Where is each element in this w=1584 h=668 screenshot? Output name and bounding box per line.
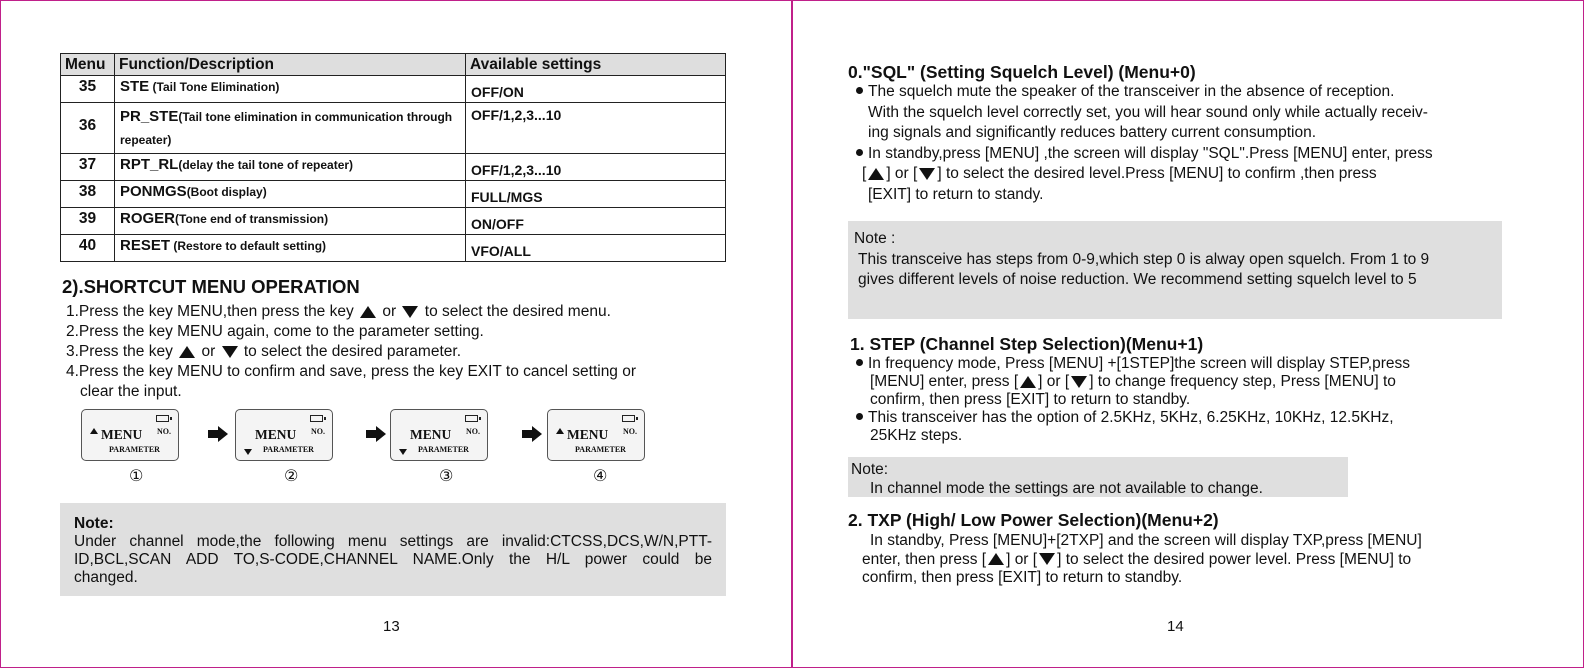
bullet-icon [856,87,863,94]
sql-text: ] or [ [886,165,918,182]
function-name: STE [120,78,150,95]
sql-note-title: Note : [854,230,896,247]
step-bullet-2 [856,409,1506,427]
txp-text: enter, then press [ [862,550,987,568]
sql-title: 0."SQL" (Setting Squelch Level) (Menu+0) [848,62,1196,82]
step-bullet-1 [856,355,1506,373]
battery-icon [465,415,478,422]
bullet-icon [856,413,863,420]
sql-text: [ [862,165,867,182]
step-2: 2.Press the key MENU again, come to the parameter setting. [66,323,484,340]
lcd-no-text: NO. [466,427,480,436]
txp-body [862,532,1502,588]
sql-note-line-2: gives different levels of noise reduction. We recommend setting squelch level to 5 [858,271,1417,288]
step-1 [66,302,726,322]
row-menu-number: 39 [61,208,115,235]
note-title: Note: [74,515,114,532]
page-divider [791,0,793,668]
diagram-label-4: ④ [593,466,608,485]
header-menu: Menu [61,54,115,76]
step-4-continued: clear the input. [80,383,182,400]
step-text: In frequency mode, Press [MENU] +[1STEP]the screen will display STEP,press [868,355,1411,372]
step-3 [66,342,726,362]
table-row [61,208,726,235]
left-page [0,0,791,668]
menu-table [60,53,726,262]
row-function [115,208,466,235]
down-arrow-icon [402,306,418,318]
battery-icon [622,415,635,422]
up-marker-icon [556,428,564,434]
function-desc: (Tail tone elimination in communication through repeater) [120,110,453,147]
table-row [61,181,726,208]
row-function [115,103,466,154]
step-text: ] to change frequency step, Press [MENU] to [1089,373,1396,390]
row-settings: OFF/1,2,3...10 [466,154,726,181]
table-row [61,76,726,103]
diagram-label-3: ③ [439,466,454,485]
battery-icon [156,415,169,422]
note-line-3: changed. [74,569,138,586]
sql-bullet-2 [856,144,1506,165]
row-menu-number: 35 [61,76,115,103]
row-settings: OFF/1,2,3...10 [466,103,726,154]
shortcut-steps [66,302,726,402]
diagram-label-1: ① [129,466,144,485]
function-name: RPT_RL [120,156,179,173]
txp-text: ] to select the desired power level. Press [MENU] to [1057,550,1412,568]
txp-text-row [862,551,1502,570]
lcd-menu-text: MENU [101,427,143,442]
sql-text-row [856,164,1506,185]
up-arrow-icon [360,306,376,318]
table-header-row [61,54,726,76]
note-line-1: Under channel mode,the following menu settings are invalid:CTCSS,DCS,W/N,PTT- [74,533,712,550]
step-1-or: or [382,303,397,320]
function-name: ROGER [120,210,176,227]
row-menu-number: 37 [61,154,115,181]
right-arrow-icon [522,426,542,442]
function-desc: (Restore to default setting) [170,239,327,253]
row-settings: OFF/ON [466,76,726,103]
function-name: RESET [120,237,171,254]
lcd-no-text: NO. [311,427,325,436]
lcd-diagram-1 [81,409,179,461]
bullet-icon [856,149,863,156]
step-1-text: 1.Press the key MENU,then press the key [66,303,354,320]
lcd-param-text: PARAMETER [575,445,626,454]
step-body [856,355,1506,445]
sql-note-box [848,221,1502,319]
table-row [61,103,726,154]
lcd-diagram-2 [235,409,333,461]
header-settings: Available settings [466,54,726,76]
txp-text: ] or [ [1006,550,1038,568]
step-text: [MENU] enter, press [ [870,373,1019,390]
step-text: ] or [ [1038,373,1070,390]
row-menu-number: 40 [61,235,115,262]
step-text: confirm, then press [EXIT] to return to standby. [870,391,1191,408]
lcd-diagram-3 [390,409,488,461]
table-row [61,235,726,262]
lcd-param-text: PARAMETER [263,445,314,454]
sql-text: ] to select the desired level.Press [MENU] to confirm ,then press [937,165,1377,182]
row-settings: FULL/MGS [466,181,726,208]
sql-text: The squelch mute the speaker of the transceiver in the absence of reception. [868,83,1395,100]
sql-text: With the squelch level correctly set, you will hear sound only while actually receiv- [868,103,1428,121]
sql-bullet-1 [856,82,1506,103]
up-arrow-icon [1020,376,1036,388]
function-desc: (delay the tail tone of repeater) [178,158,354,172]
function-desc: (Boot display) [186,185,267,199]
step-3-or: or [201,343,216,360]
lcd-no-text: NO. [157,427,171,436]
lcd-menu-text: MENU [410,427,452,442]
diagram-label-2: ② [284,466,299,485]
down-arrow-icon [222,346,238,358]
step-note-line: In channel mode the settings are not available to change. [870,480,1263,497]
lcd-param-text: PARAMETER [418,445,469,454]
row-function [115,154,466,181]
function-desc: (Tail Tone Elimination) [149,80,280,94]
step-text-row [856,373,1506,391]
up-arrow-icon [988,553,1004,565]
step-note-box [848,457,1348,497]
row-menu-number: 36 [61,103,115,154]
battery-icon [310,415,323,422]
lcd-param-text: PARAMETER [109,445,160,454]
right-arrow-icon [366,426,386,442]
step-title: 1. STEP (Channel Step Selection)(Menu+1) [850,334,1204,354]
step-4: 4.Press the key MENU to confirm and save, press the key EXIT to cancel setting or [66,363,637,380]
down-arrow-icon [919,168,935,180]
row-settings: VFO/ALL [466,235,726,262]
sql-text: ing signals and significantly reduces battery current consumption. [868,124,1317,141]
sql-note-line-1: This transceive has steps from 0-9,which step 0 is alway open squelch. From 1 to 9 [858,250,1430,268]
row-function [115,181,466,208]
lcd-no-text: NO. [623,427,637,436]
sql-body [856,82,1506,205]
lcd-menu-text: MENU [255,427,297,442]
table-row [61,154,726,181]
right-arrow-icon [208,426,228,442]
txp-text: In standby, Press [MENU]+[2TXP] and the screen will display TXP,press [MENU] [870,532,1422,549]
function-name: PONMGS [120,183,187,200]
txp-title: 2. TXP (High/ Low Power Selection)(Menu+2) [848,510,1219,530]
row-function [115,76,466,103]
note-line-2: ID,BCL,SCAN ADD TO,S-CODE,CHANNEL NAME.Only the H/L power could be [74,551,712,568]
down-arrow-icon [1071,376,1087,388]
step-text: This transceiver has the option of 2.5KHz, 5KHz, 6.25KHz, 10KHz, 12.5KHz, [868,409,1394,426]
step-3-text: 3.Press the key [66,343,173,360]
up-arrow-icon [868,168,884,180]
step-1-text-end: to select the desired menu. [424,303,611,320]
page-number: 14 [1167,618,1184,635]
step-3-text-end: to select the desired parameter. [243,343,461,360]
sql-text: In standby,press [MENU] ,the screen will display "SQL".Press [MENU] enter, press [868,144,1433,162]
up-marker-icon [90,428,98,434]
function-desc: (Tone end of transmission) [175,212,329,226]
page-number: 13 [383,618,400,635]
txp-text: confirm, then press [EXIT] to return to standby. [862,569,1183,586]
row-function [115,235,466,262]
up-arrow-icon [179,346,195,358]
row-settings: ON/OFF [466,208,726,235]
row-menu-number: 38 [61,181,115,208]
sql-text: [EXIT] to return to standy. [868,185,1044,203]
lcd-diagram-4 [547,409,645,461]
function-name: PR_STE [120,108,179,125]
down-marker-icon [244,449,252,455]
header-function: Function/Description [115,54,466,76]
step-note-title: Note: [851,461,889,478]
shortcut-heading: 2).SHORTCUT MENU OPERATION [62,276,360,297]
down-arrow-icon [1039,553,1055,565]
bullet-icon [856,359,863,366]
note-box [60,503,726,596]
down-marker-icon [399,449,407,455]
step-text: 25KHz steps. [870,427,963,444]
lcd-menu-text: MENU [567,427,609,442]
